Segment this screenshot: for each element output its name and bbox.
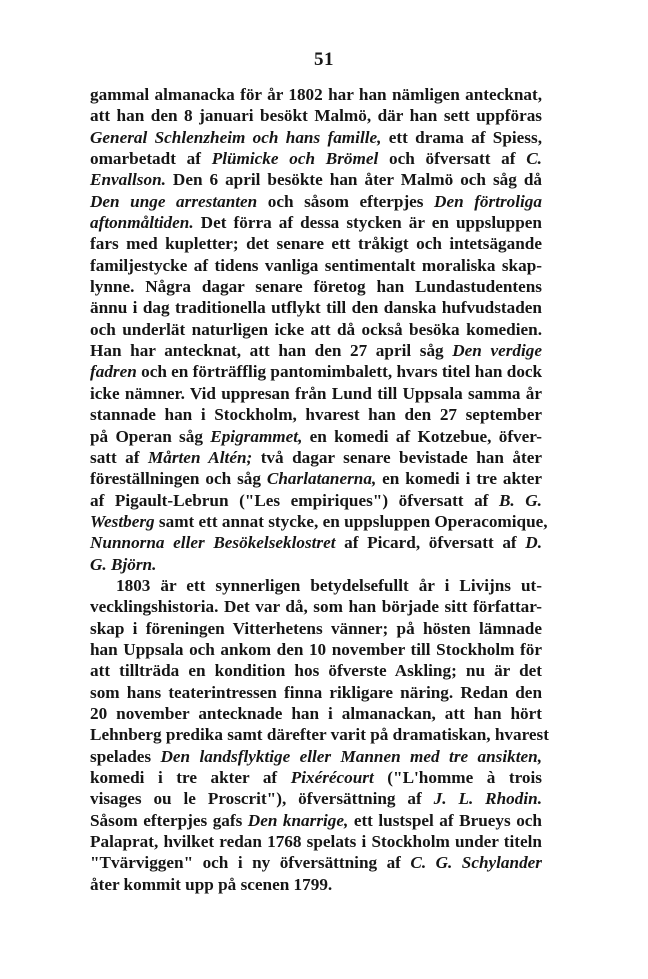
italic-title-text: Den knarrige, bbox=[247, 810, 349, 830]
text-segment: familjestycke af tidens vanliga sentimentalt moraliska skap- bbox=[90, 255, 542, 275]
text-segment: samt ett annat stycke, en uppsluppen Operacomique, bbox=[154, 511, 548, 531]
text-line bbox=[90, 511, 548, 532]
text-line bbox=[90, 105, 542, 126]
body-text bbox=[90, 84, 549, 895]
text-segment: Palaprat, hvilket redan 1768 spelats i Stockholm under titeln bbox=[90, 832, 542, 852]
italic-title-text: Den landsflyktige eller Mannen med tre ansikten, bbox=[160, 746, 542, 766]
italic-title-text: J. L. Rhodin. bbox=[433, 789, 542, 809]
text-segment: på Operan såg bbox=[90, 426, 211, 446]
text-line bbox=[90, 703, 542, 724]
text-segment: ("L'homme à trois bbox=[373, 768, 542, 787]
text-segment: han Uppsala och ankom den 10 november till Stockholm för bbox=[90, 639, 542, 659]
italic-title-text: Den verdige bbox=[452, 341, 542, 361]
text-line bbox=[90, 490, 542, 511]
text-segment: en komedi i tre akter bbox=[376, 469, 543, 489]
italic-title-text: Plümicke och Brömel bbox=[211, 149, 379, 169]
text-line bbox=[90, 127, 542, 148]
text-line bbox=[90, 831, 542, 852]
text-segment: och underlät naturligen icke att då också besöka komedien. bbox=[90, 319, 542, 339]
text-segment: satt af bbox=[90, 447, 148, 467]
text-segment: två dagar senare bevistade han åter bbox=[252, 447, 542, 467]
italic-title-text: D. bbox=[525, 533, 542, 553]
text-line bbox=[90, 724, 549, 745]
text-line bbox=[90, 169, 542, 190]
text-line bbox=[90, 660, 542, 681]
italic-title-text: Envallson. bbox=[90, 170, 166, 190]
text-segment: Han har antecknat, att han den 27 april såg bbox=[90, 341, 453, 361]
text-line bbox=[90, 319, 542, 340]
text-segment: af Picard, öfversatt af bbox=[335, 533, 526, 553]
text-line bbox=[90, 596, 542, 617]
italic-title-text: General Schlenzheim och hans famille, bbox=[90, 127, 382, 147]
text-segment: omarbetadt af bbox=[90, 149, 212, 169]
text-line bbox=[90, 383, 542, 404]
text-line bbox=[90, 297, 542, 318]
text-segment: en komedi af Kotzebue, öfver- bbox=[302, 426, 542, 446]
text-line bbox=[90, 788, 542, 809]
text-segment: ett lustspel af Brueys och bbox=[348, 810, 542, 830]
text-segment: vecklingshistoria. Det var då, som han började sitt författar- bbox=[90, 597, 542, 617]
text-line bbox=[90, 404, 542, 425]
text-line bbox=[90, 532, 542, 553]
italic-title-text: Pixérécourt bbox=[290, 768, 374, 787]
text-line bbox=[90, 554, 542, 575]
text-line bbox=[90, 852, 542, 873]
text-line bbox=[90, 191, 542, 212]
italic-title-text: C. G. Schylander bbox=[410, 853, 542, 873]
italic-title-text: G. Björn. bbox=[90, 554, 157, 574]
italic-title-text: aftonmåltiden. bbox=[90, 213, 194, 233]
text-segment: att han den 8 januari besökt Malmö, där han sett uppföras bbox=[90, 106, 542, 126]
text-segment: 1803 är ett synnerligen betydelsefullt år i Livijns ut- bbox=[116, 575, 542, 595]
italic-title-text: fadren bbox=[90, 362, 137, 382]
text-line bbox=[90, 639, 542, 660]
text-line bbox=[90, 361, 542, 382]
page-number: 51 bbox=[314, 49, 334, 70]
text-line bbox=[90, 468, 542, 489]
text-line bbox=[90, 575, 542, 596]
italic-title-text: C. bbox=[526, 149, 542, 169]
text-segment: komedi i tre akter af bbox=[90, 768, 291, 787]
text-line bbox=[90, 255, 542, 276]
text-segment: Såsom efterpjes gafs bbox=[90, 810, 248, 830]
text-line bbox=[90, 810, 542, 831]
text-line bbox=[90, 746, 542, 767]
text-segment: och såsom efterpjes bbox=[257, 191, 435, 211]
text-segment: ännu i dag traditionella utflykt till den danska hufvudstaden bbox=[90, 298, 542, 318]
text-line bbox=[90, 84, 542, 105]
text-segment: skap i föreningen Vitterhetens vänner; på hösten lämnade bbox=[90, 618, 542, 638]
text-line bbox=[90, 233, 542, 254]
text-segment: Den 6 april besökte han åter Malmö och såg då bbox=[165, 170, 542, 190]
text-segment: Lehnberg predika samt därefter varit på dramatiskan, hvarest bbox=[90, 725, 549, 745]
text-segment: icke nämner. Vid uppresan från Lund till Uppsala samma år bbox=[90, 383, 542, 403]
text-line bbox=[90, 340, 542, 361]
text-segment: ett drama af Spiess, bbox=[381, 127, 542, 147]
text-line bbox=[90, 212, 542, 233]
text-segment: lynne. Några dagar senare företog han Lundastudentens bbox=[90, 277, 542, 297]
text-line bbox=[90, 682, 542, 703]
italic-title-text: B. G. bbox=[498, 490, 542, 510]
italic-title-text: Den förtroliga bbox=[434, 191, 542, 211]
text-segment: Det förra af dessa stycken är en uppsluppen bbox=[193, 213, 542, 233]
text-segment: spelades bbox=[90, 746, 161, 766]
text-line bbox=[90, 148, 542, 169]
italic-title-text: Nunnorna eller Besökelseklostret bbox=[90, 533, 336, 553]
text-segment: åter kommit upp på scenen 1799. bbox=[90, 874, 333, 894]
text-segment: som hans teaterintressen finna rikligare näring. Redan den bbox=[90, 682, 542, 702]
text-line bbox=[90, 447, 542, 468]
text-segment: föreställningen och såg bbox=[90, 469, 267, 489]
text-segment: att tillträda en kondition hos öfverste Askling; nu är det bbox=[90, 661, 542, 681]
italic-title-text: Charlatanerna, bbox=[266, 469, 377, 489]
text-segment: fars med kupletter; det senare ett tråkigt och intetsägande bbox=[90, 234, 542, 254]
italic-title-text: Mårten Altén; bbox=[147, 447, 253, 467]
text-segment: och en förträfflig pantomimbalett, hvars titel han dock bbox=[136, 362, 543, 382]
text-segment: 20 november antecknade han i almanackan, att han hört bbox=[90, 703, 542, 723]
text-line bbox=[90, 426, 542, 447]
text-segment: och öfversatt af bbox=[378, 149, 527, 169]
text-segment: "Tvärviggen" och i ny öfversättning af bbox=[90, 853, 411, 873]
text-segment: gammal almanacka för år 1802 har han nämligen antecknat, bbox=[90, 85, 542, 104]
italic-title-text: Westberg bbox=[90, 511, 155, 531]
text-segment: stannade han i Stockholm, hvarest han den 27 september bbox=[90, 405, 542, 425]
text-line bbox=[90, 618, 542, 639]
text-line bbox=[90, 874, 542, 895]
text-segment: af Pigault-Lebrun ("Les empiriques") öfversatt af bbox=[90, 490, 499, 510]
text-line bbox=[90, 767, 542, 788]
italic-title-text: Epigrammet, bbox=[210, 426, 303, 446]
text-line bbox=[90, 276, 542, 297]
italic-title-text: Den unge arrestanten bbox=[90, 191, 258, 211]
text-segment: visages ou le Proscrit"), öfversättning af bbox=[90, 789, 434, 809]
